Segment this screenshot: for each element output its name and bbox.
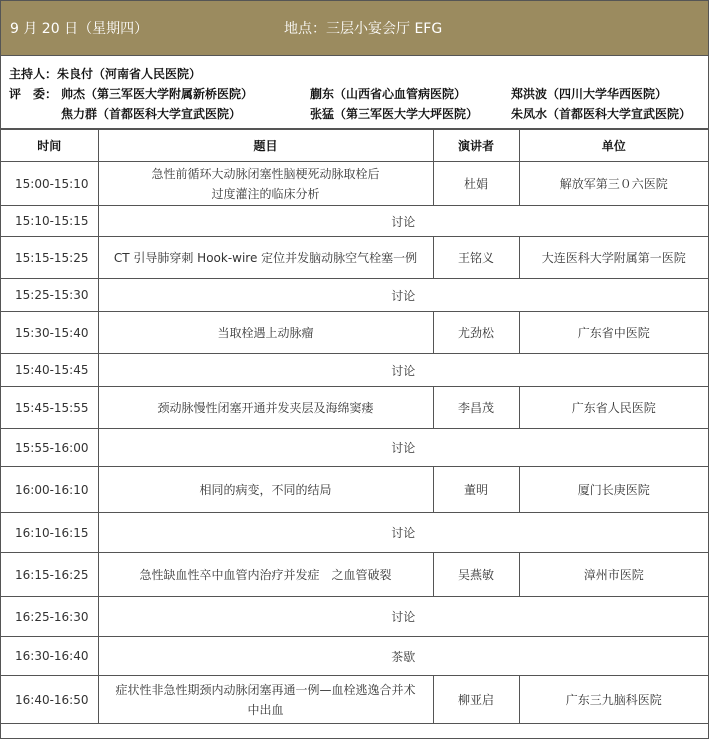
row-topic: CT 引导肺穿刺 Hook-wire 定位并发脑动脉空气栓塞一例 (98, 237, 433, 279)
session-date: 9 月 20 日（星期四） (10, 21, 149, 37)
row-time: 16:15-16:25 (1, 553, 98, 597)
row-discussion: 讨论 (98, 354, 708, 387)
table-row (1, 206, 708, 237)
row-time: 16:30-16:40 (1, 637, 98, 676)
table-row (1, 429, 708, 467)
row-time: 16:10-16:15 (1, 513, 98, 553)
row-topic (98, 162, 433, 206)
judge-1: 帅杰（第三军医大学附属新桥医院） (61, 87, 254, 101)
row-unit: 厦门长庚医院 (519, 467, 708, 513)
row-speaker: 柳亚启 (433, 676, 519, 724)
row-discussion: 讨论 (98, 513, 708, 553)
table-row (1, 237, 708, 279)
judge-2: 蒯东（山西省心血管病医院） (310, 87, 467, 101)
row-time: 15:40-15:45 (1, 354, 98, 387)
column-header-speaker: 演讲者 (433, 130, 519, 162)
judges-label: 评 委： (9, 87, 58, 101)
row-time: 16:25-16:30 (1, 597, 98, 637)
row-speaker: 李昌茂 (433, 387, 519, 429)
table-header-row (1, 130, 708, 162)
row-speaker: 杜娟 (433, 162, 519, 206)
topic-line-1: 症状性非急性期颈内动脉闭塞再通一例—血栓逃逸合并术 (115, 682, 416, 697)
row-discussion: 讨论 (98, 429, 708, 467)
row-topic: 当取栓遇上动脉瘤 (98, 312, 433, 354)
host-name: 朱良付（河南省人民医院） (57, 67, 202, 81)
column-header-unit: 单位 (519, 130, 708, 162)
row-topic: 相同的病变，不同的结局 (98, 467, 433, 513)
row-unit: 漳州市医院 (519, 553, 708, 597)
session-header (1, 1, 708, 56)
judge-4: 焦力群（首都医科大学宣武医院） (61, 107, 242, 121)
table-row (1, 513, 708, 553)
row-speaker: 董明 (433, 467, 519, 513)
row-unit: 广东三九脑科医院 (519, 676, 708, 724)
row-time: 15:45-15:55 (1, 387, 98, 429)
row-discussion: 讨论 (98, 279, 708, 312)
row-time: 16:00-16:10 (1, 467, 98, 513)
topic-line-2: 过度灌注的临床分析 (211, 186, 320, 201)
row-discussion: 讨论 (98, 206, 708, 237)
table-row (1, 637, 708, 676)
row-time: 15:25-15:30 (1, 279, 98, 312)
table-row (1, 676, 708, 724)
row-time: 15:30-15:40 (1, 312, 98, 354)
row-unit: 广东省人民医院 (519, 387, 708, 429)
table-row (1, 553, 708, 597)
row-unit: 解放军第三０六医院 (519, 162, 708, 206)
row-speaker: 尤劲松 (433, 312, 519, 354)
row-time: 15:55-16:00 (1, 429, 98, 467)
row-topic: 颈动脉慢性闭塞开通并发夹层及海绵窦瘘 (98, 387, 433, 429)
row-time: 16:40-16:50 (1, 676, 98, 724)
row-unit: 广东省中医院 (519, 312, 708, 354)
column-header-time: 时间 (1, 130, 98, 162)
host-label: 主持人： (9, 67, 58, 81)
committee-section (1, 56, 708, 129)
schedule-table (1, 129, 708, 724)
judge-5: 张猛（第三军医大学大坪医院） (310, 107, 479, 121)
table-row (1, 597, 708, 637)
row-discussion: 讨论 (98, 597, 708, 637)
row-time: 15:15-15:25 (1, 237, 98, 279)
row-time: 15:10-15:15 (1, 206, 98, 237)
judge-6: 朱凤水（首都医科大学宣武医院） (511, 107, 692, 121)
row-speaker: 王铭义 (433, 237, 519, 279)
table-row (1, 354, 708, 387)
row-speaker: 吴燕敏 (433, 553, 519, 597)
column-header-topic: 题目 (98, 130, 433, 162)
judge-3: 郑洪波（四川大学华西医院） (511, 87, 668, 101)
row-topic (98, 676, 433, 724)
host-line (9, 65, 201, 82)
table-row (1, 312, 708, 354)
table-row (1, 467, 708, 513)
topic-line-1: 急性前循环大动脉闭塞性脑梗死动脉取栓后 (151, 166, 380, 181)
row-time: 15:00-15:10 (1, 162, 98, 206)
row-tea-break: 茶歇 (98, 637, 708, 676)
topic-line-2: 中出血 (247, 702, 284, 717)
table-row (1, 387, 708, 429)
table-row (1, 162, 708, 206)
row-unit: 大连医科大学附属第一医院 (519, 237, 708, 279)
session-venue: 地点：三层小宴会厅 EFG (284, 21, 443, 37)
row-topic: 急性缺血性卒中血管内治疗并发症 之血管破裂 (98, 553, 433, 597)
table-row (1, 279, 708, 312)
